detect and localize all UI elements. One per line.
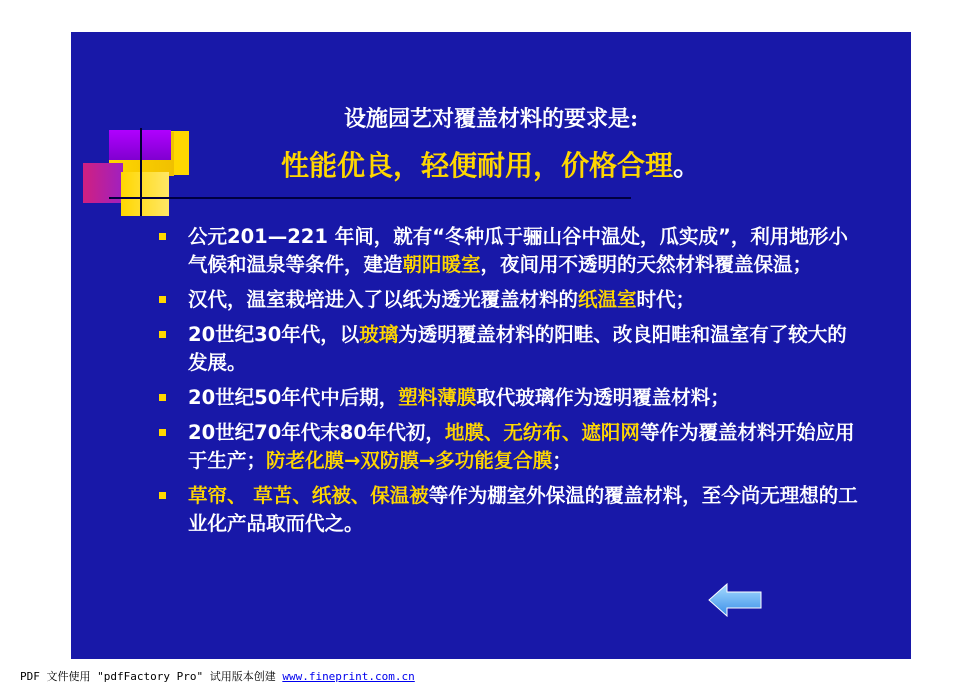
back-button[interactable]: [707, 582, 763, 618]
bullet-text: 公元201—221 年间，就有“冬种瓜于骊山谷中温处，瓜实成”，利用地形小气候和温泉等条件，建造: [188, 225, 848, 276]
bullet-text: 等作为覆盖材料开始应用于生产；: [188, 421, 855, 472]
subheading-period: 。: [673, 149, 702, 182]
slide: [71, 32, 911, 659]
bullet-text: 20世纪70年代末80年代初，: [188, 421, 445, 444]
bullet-text: ，夜间用不透明的天然材料覆盖保温；: [480, 253, 813, 276]
bullet-item: [159, 419, 859, 475]
bullet-item: [159, 482, 859, 538]
bullet-text: 汉代，温室栽培进入了以纸为透光覆盖材料的: [188, 288, 579, 311]
bullet-text: 等作为棚室外保温的覆盖材料，至今尚无理想的工业化产品取而代之。: [188, 484, 858, 535]
bullet-square-icon: [159, 394, 166, 401]
highlighted-text: 防老化膜→双防膜→多功能复合膜: [266, 449, 553, 472]
footer-link[interactable]: www.fineprint.com.cn: [282, 670, 415, 683]
bullet-text: 时代；: [636, 288, 696, 311]
bullet-item: [159, 321, 859, 377]
bullet-item: [159, 384, 859, 412]
bullet-text: 20世纪50年代中后期，: [188, 386, 399, 409]
highlighted-text: 朝阳暖室: [402, 253, 481, 276]
title-divider: [111, 197, 631, 199]
bullet-item: [159, 286, 859, 314]
bullet-square-icon: [159, 429, 166, 436]
bullet-square-icon: [159, 492, 166, 499]
highlighted-text: 纸温室: [578, 288, 637, 311]
bullet-text: 20世纪30年代，以: [188, 323, 360, 346]
left-arrow-icon: [707, 582, 763, 618]
highlighted-text: 玻璃: [359, 323, 399, 346]
bullet-square-icon: [159, 296, 166, 303]
bullet-text: ；: [552, 449, 572, 472]
bullet-text: 为透明覆盖材料的阳畦、改良阳畦和温室有了较大的发展。: [188, 323, 847, 374]
highlighted-text: 地膜、无纺布、遮阳网: [444, 421, 640, 444]
footer-text: PDF 文件使用 "pdfFactory Pro" 试用版本创建: [20, 670, 283, 683]
highlighted-text: 塑料薄膜: [398, 386, 477, 409]
bullet-item: [159, 223, 859, 279]
slide-subheading: [71, 144, 911, 184]
bullet-list: [159, 223, 859, 545]
bullet-square-icon: [159, 233, 166, 240]
bullet-square-icon: [159, 331, 166, 338]
subheading-text: 性能优良，轻便耐用，价格合理: [280, 149, 673, 182]
pdf-footer: [20, 668, 415, 684]
slide-heading: 设施园艺对覆盖材料的要求是:: [343, 106, 639, 132]
bullet-text: 取代玻璃作为透明覆盖材料；: [476, 386, 730, 409]
highlighted-text: 草帘、 草苫、纸被、保温被: [188, 484, 429, 507]
